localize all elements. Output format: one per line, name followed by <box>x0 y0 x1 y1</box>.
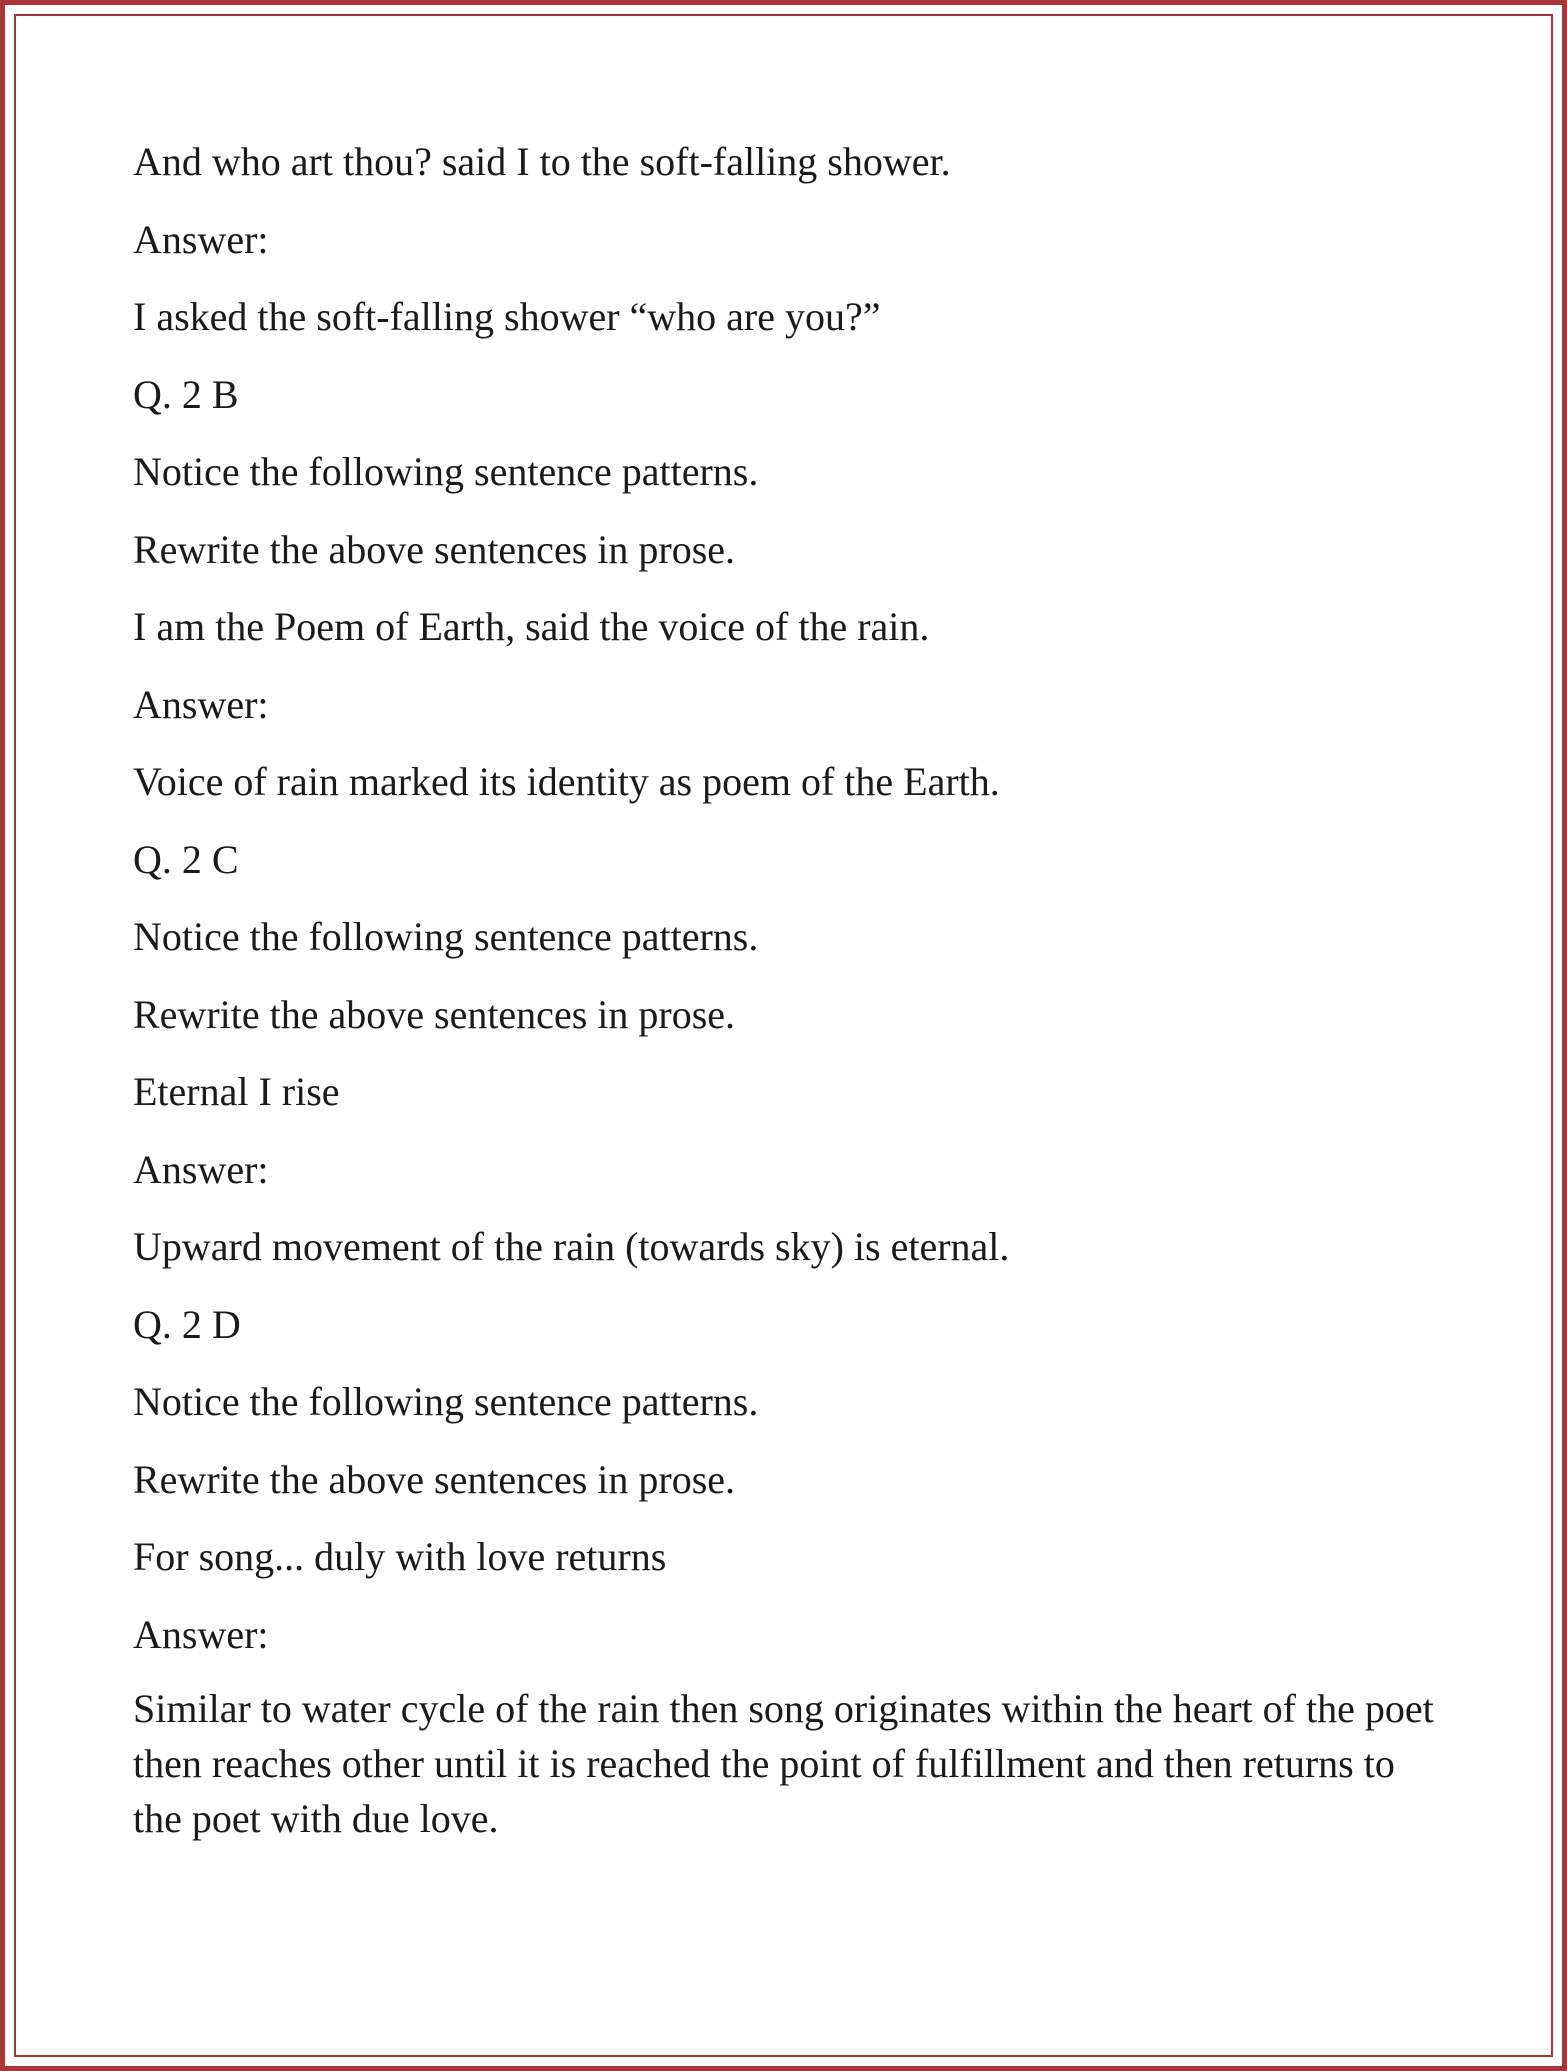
question-heading: Q. 2 D <box>133 1301 241 1347</box>
question-heading: Q. 2 B <box>133 371 239 417</box>
instruction-text: Notice the following sentence patterns. <box>133 449 759 494</box>
answer-paragraph: Similar to water cycle of the rain then song originates within the heart of the poet then reaches other until it is reached the point of fulfillment and then returns to the poet with due love. <box>133 1686 1434 1841</box>
answer-text: I asked the soft-falling shower “who are you?” <box>133 294 881 339</box>
question-line: Eternal I rise <box>133 1069 340 1114</box>
question-line: For song... duly with love returns <box>133 1534 667 1579</box>
answer-label: Answer: <box>133 681 269 727</box>
instruction-text: Rewrite the above sentences in prose. <box>133 1456 736 1502</box>
question-line: And who art thou? said I to the soft-falling shower. <box>133 139 951 184</box>
instruction-text: Notice the following sentence patterns. <box>133 1379 759 1424</box>
instruction-text: Notice the following sentence patterns. <box>133 914 759 959</box>
answer-label: Answer: <box>133 216 269 262</box>
instruction-text: Rewrite the above sentences in prose. <box>133 991 736 1037</box>
question-heading: Q. 2 C <box>133 836 239 882</box>
answer-text: Voice of rain marked its identity as poem of the Earth. <box>133 759 1000 804</box>
question-line: I am the Poem of Earth, said the voice of the rain. <box>133 604 930 649</box>
answer-label: Answer: <box>133 1146 269 1192</box>
document-body <box>133 131 1433 1846</box>
answer-text: Upward movement of the rain (towards sky) is eternal. <box>133 1224 1010 1269</box>
instruction-text: Rewrite the above sentences in prose. <box>133 526 736 572</box>
answer-label: Answer: <box>133 1611 269 1657</box>
